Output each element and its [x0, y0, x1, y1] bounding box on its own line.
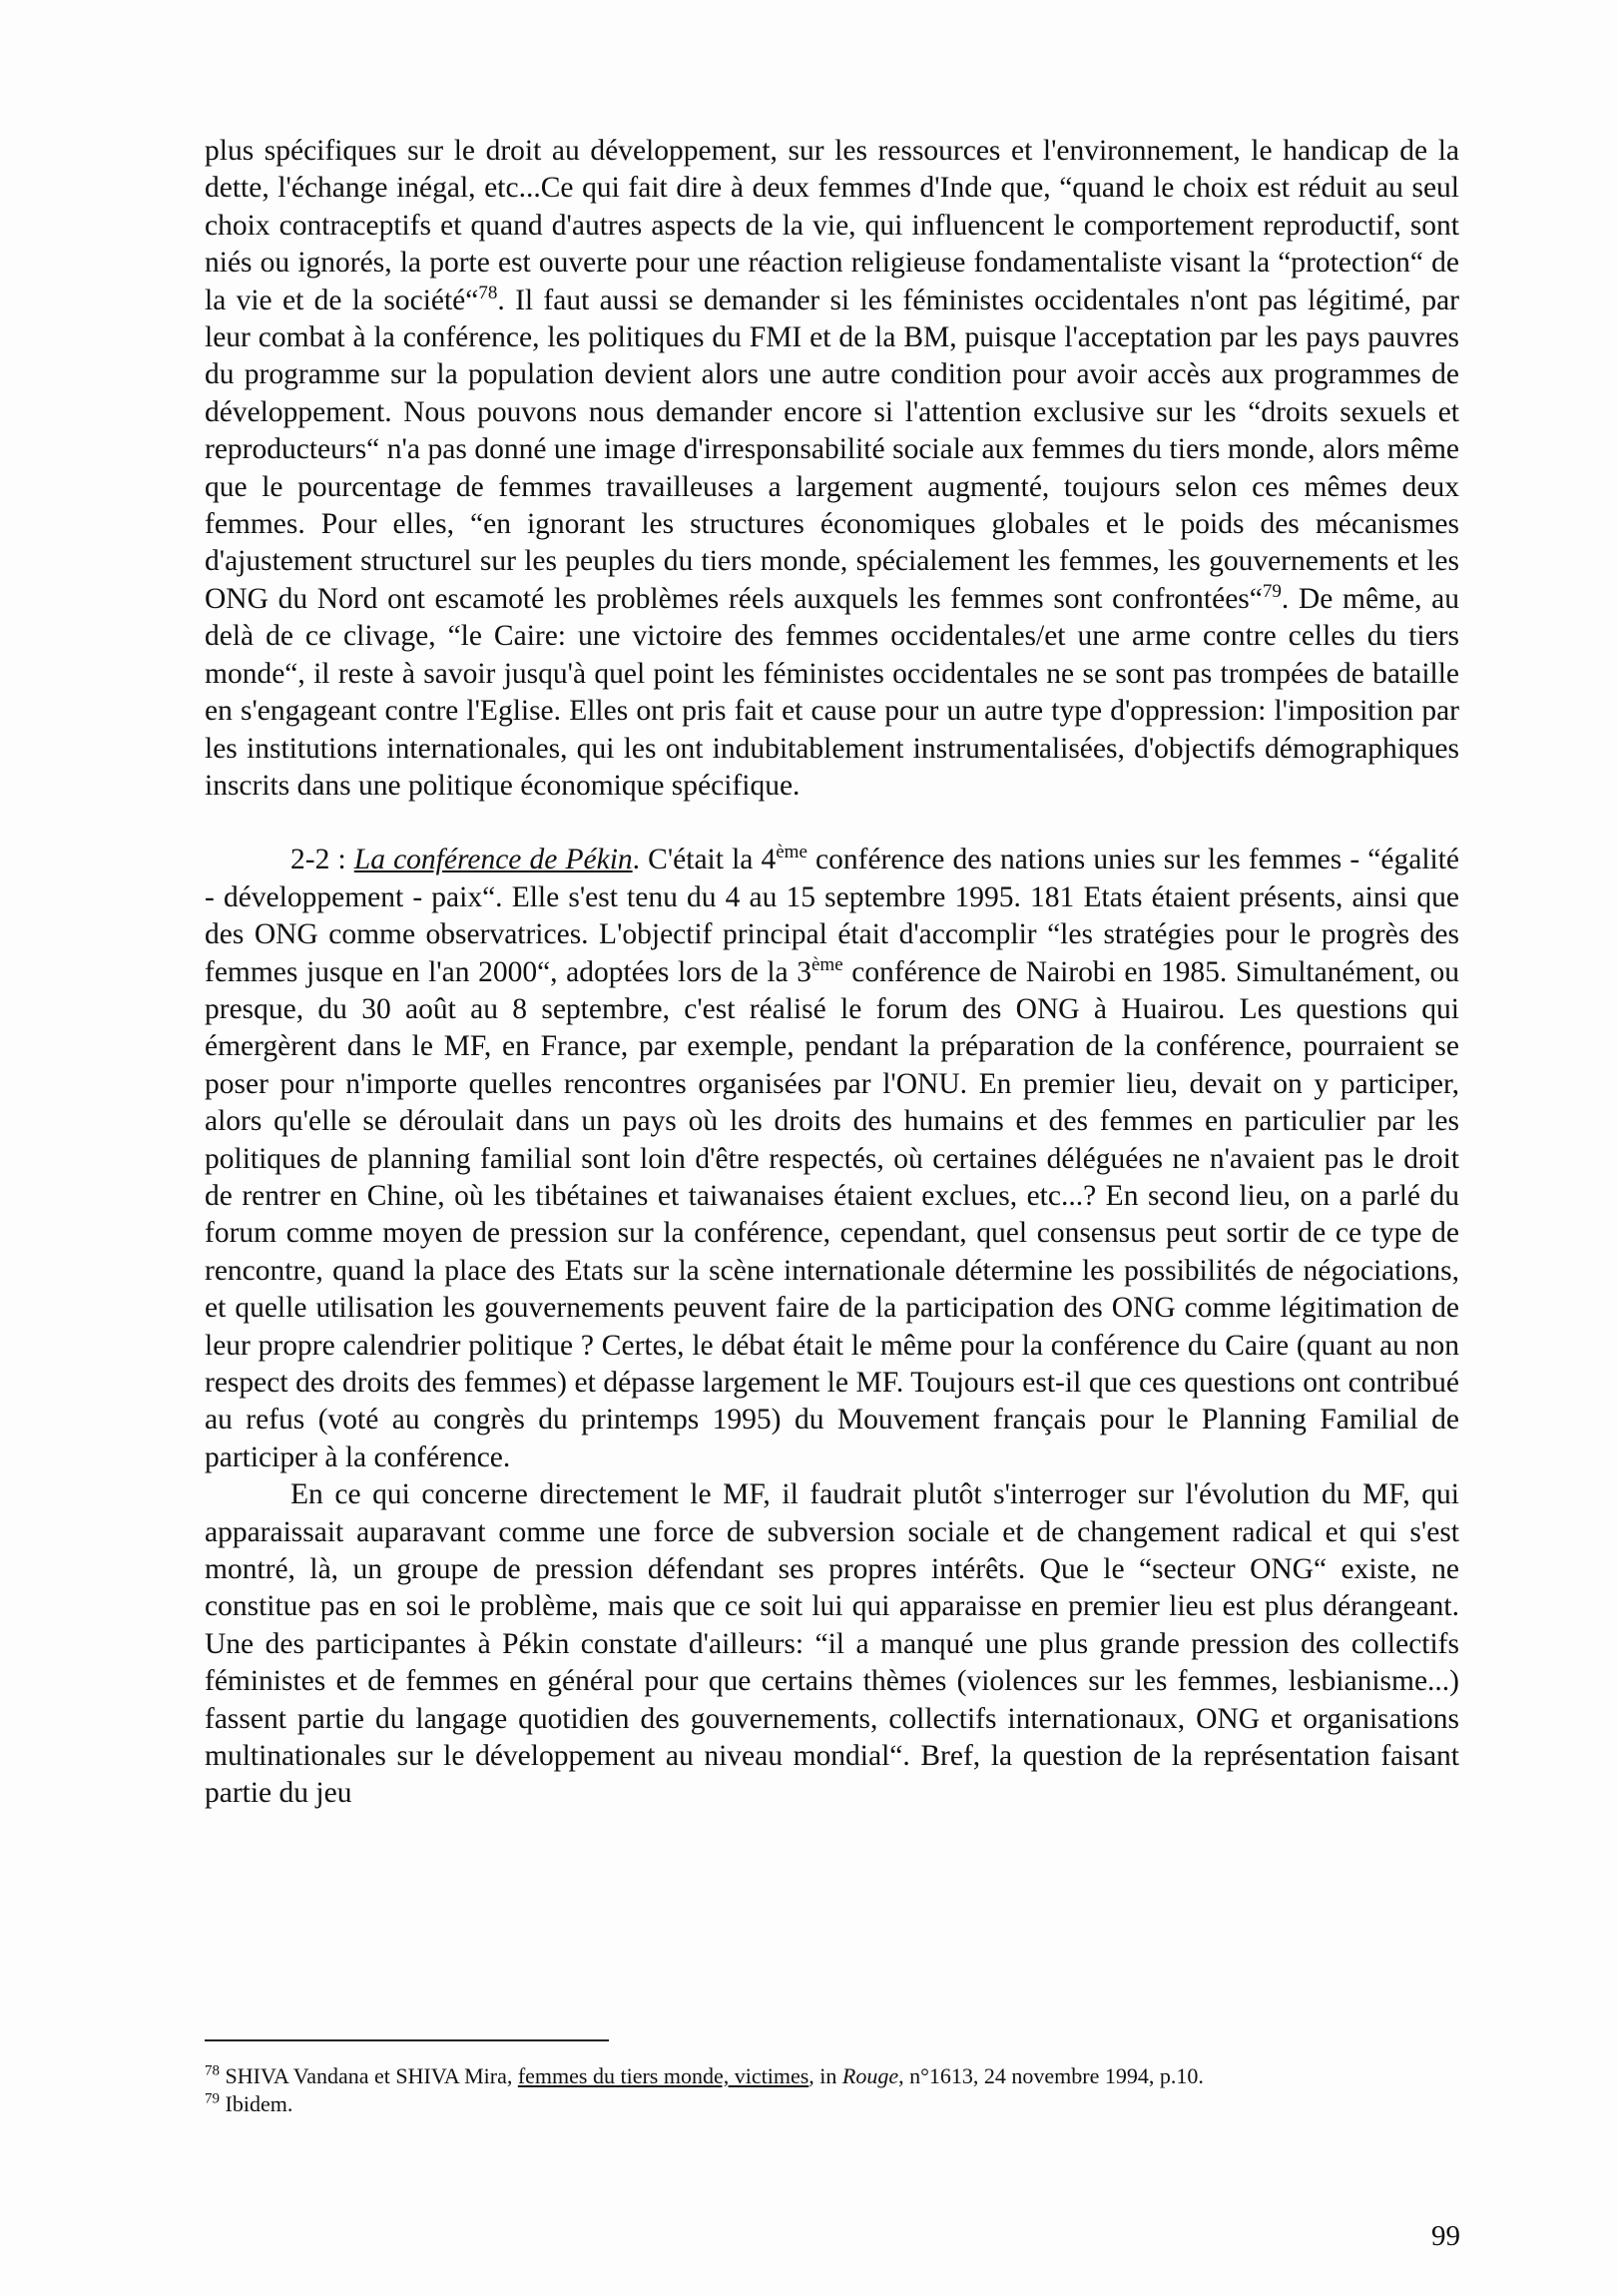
paragraph-cairo-conclusion [205, 133, 1459, 805]
footnote-number: 78 [205, 2062, 220, 2079]
body-text [205, 133, 1459, 1813]
footnote-text: Ibidem. [220, 2091, 293, 2116]
page-number: 99 [1431, 2220, 1460, 2252]
paragraph-beijing-conference [205, 842, 1459, 1476]
footnote-separator [205, 2039, 609, 2041]
paragraph-text: . Il faut aussi se demander si les féministes occidentales n'ont pas légitimé, par leur combat à la conférence, les politiques du FMI et de la BM, puisque l'acceptation par les pays pauvres du programme sur la population devient alors une autre condition pour avoir accès aux programmes de développement. Nous pouvons nous demander encore si l'attention exclusive sur les “droits sexuels et reproducteurs“ n'a pas donné une image d'irresponsabilité sociale aux femmes du tiers monde, alors même que le pourcentage de femmes travailleuses a largement augmenté, toujours selon ces mêmes deux femmes. Pour elles, “en ignorant les structures économiques globales et le poids des mécanismes d'ajustement structurel sur les peuples du tiers monde, spécialement les femmes, les gouvernements et les ONG du Nord ont escamoté les problèmes réels auxquels les femmes sont confrontées“ [205, 284, 1459, 615]
paragraph-text: En ce qui concerne directement le MF, il faudrait plutôt s'interroger sur l'évolution du MF, qui apparaissait auparavant comme une force de subversion sociale et de changement radical et qui s'est montré, là, un groupe de pression défendant ses propres intérêts. Que le “secteur ONG“ existe, ne constitue pas en soi le problème, mais que ce soit lui qui apparaisse en premier lieu est plus dérangeant. Une des participantes à Pékin constate d'ailleurs: “il a manqué une plus grande pression des collectifs féministes et de femmes en général pour que certains thèmes (violences sur les femmes, lesbianisme...) fassent partie du langage quotidien des gouvernements, collectifs internationaux, ONG et organisations multinationales sur le développement au niveau mondial“. Bref, la question de la représentation faisant partie du jeu [205, 1478, 1459, 1810]
paragraph-text: conférence des nations unies sur les femmes - “égalité - développement - paix“. Elle s'est tenu du 4 au 15 septembre 1995. 181 Etats étaient présents, ainsi que des ONG comme observatrices. L'objectif principal était d'accomplir “les stratégies pour le progrès des femmes jusque en l'an 2000“, adoptées lors de la 3 [205, 844, 1460, 988]
footnotes [205, 2062, 1459, 2118]
footnote-title: femmes du tiers monde, victimes [517, 2063, 809, 2088]
footnote-ref-79[interactable]: 79 [1262, 581, 1282, 603]
footnote-78 [205, 2062, 1459, 2090]
ordinal-superscript: ème [776, 842, 808, 863]
section-title: La conférence de Pékin [353, 844, 633, 876]
section-number: 2-2 : [290, 844, 354, 876]
paragraph-text: plus spécifiques sur le droit au développement, sur les ressources et l'environnement, le handicap de la dette, l'échange inégal, etc...Ce qui fait dire à deux femmes d'Inde que, “quand le choix est réduit au seul choix contraceptifs et quand d'autres aspects de la vie, qui influencent le comportement reproductif, sont niés ou ignorés, la porte est ouverte pour une réaction religieuse fondamentaliste visant la “protection“ de la vie et de la société“ [205, 135, 1459, 316]
paragraph-text: . De même, au delà de ce clivage, “le Caire: une victoire des femmes occidentales/et une arme contre celles du tiers monde“, il reste à savoir jusqu'à quel point les féministes occidentales ne se sont pas trompées de bataille en s'engageant contre l'Eglise. Elles ont pris fait et cause pour un autre type d'oppression: l'imposition par les institutions internationales, qui les ont indubitablement instrumentalisées, d'objectifs démographiques inscrits dans une politique économique spécifique. [205, 582, 1459, 802]
ordinal-superscript: ème [810, 953, 843, 975]
paragraph-text: conférence de Nairobi en 1985. Simultanément, ou presque, du 30 août au 8 septembre, c'est réalisé le forum des ONG à Huairou. Les questions qui émergèrent dans le MF, en France, par exemple, pendant la préparation de la conférence, pourraient se poser pour n'importe quelles rencontres organisées par l'ONU. En premier lieu, devait on y participer, alors qu'elle se déroulait dans un pays où les droits des humains et des femmes en particulier par les politiques de planning familial sont loin d'être respectés, où certaines déléguées ne n'avaient pas le droit de rentrer en Chine, où les tibétaines et taiwanaises étaient exclues, etc...? En second lieu, on a parlé du forum comme moyen de pression sur la conférence, cependant, quel consensus peut sortir de ce type de rencontre, quand la place des Etats sur la scène internationale détermine les possibilités de négociations, et quelle utilisation les gouvernements peuvent faire de la participation des ONG comme légitimation de leur propre calendrier politique ? Certes, le débat était le même pour la conférence du Caire (quant au non respect des droits des femmes) et dépasse largement le MF. Toujours est-il que ces questions ont contribué au refus (voté au congrès du printemps 1995) du Mouvement français pour le Planning Familial de participer à la conférence. [205, 955, 1459, 1473]
footnote-authors: SHIVA Vandana et SHIVA Mira, [220, 2063, 518, 2088]
footnote-79 [205, 2090, 1459, 2118]
footnote-text: , n°1613, 24 novembre 1994, p.10. [898, 2063, 1204, 2088]
footnote-ref-78[interactable]: 78 [478, 282, 498, 303]
paragraph-text: . C'était la 4 [632, 844, 777, 876]
footnote-number: 79 [205, 2090, 220, 2107]
footnote-journal: Rouge [841, 2063, 899, 2088]
paragraph-mf-evolution [205, 1476, 1459, 1813]
footnote-text: , in [809, 2063, 842, 2088]
